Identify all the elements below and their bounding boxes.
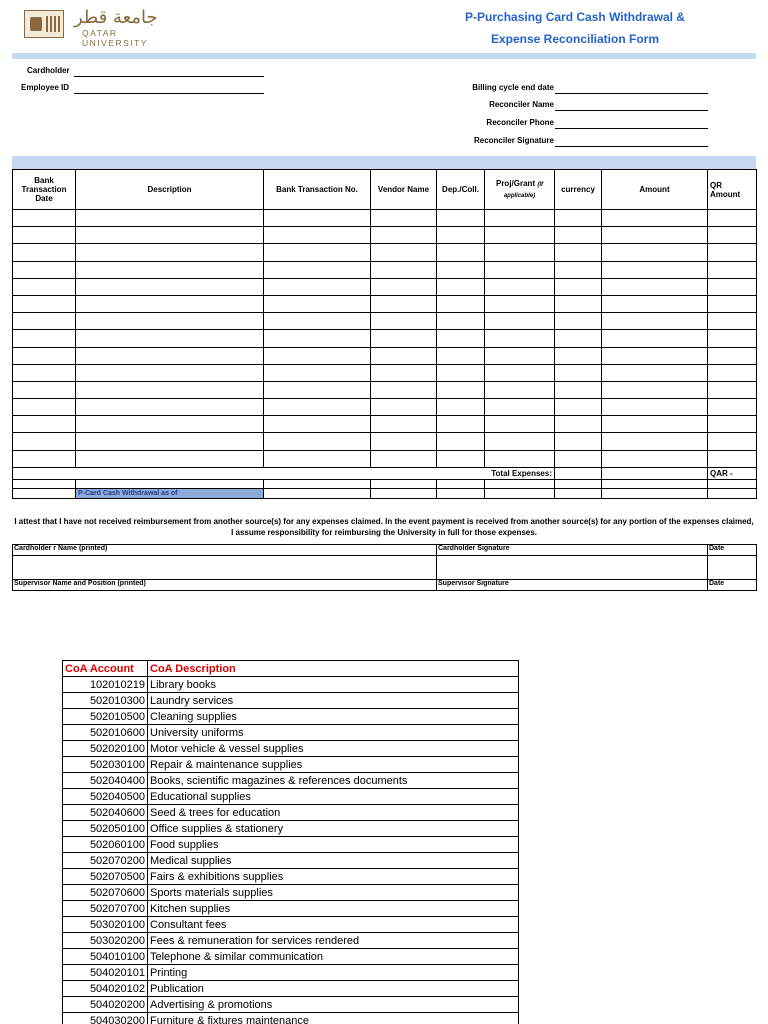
expense-cell[interactable] <box>13 364 76 381</box>
expense-cell[interactable] <box>371 295 437 312</box>
expense-cell[interactable] <box>264 364 371 381</box>
expense-cell[interactable] <box>555 227 602 244</box>
coa-row <box>63 933 519 949</box>
expense-cell[interactable] <box>264 450 371 467</box>
expense-cell[interactable] <box>437 330 485 347</box>
expense-cell[interactable] <box>264 244 371 261</box>
expense-row <box>13 330 757 347</box>
col-proj-grant <box>485 170 555 210</box>
expense-cell[interactable] <box>555 210 602 227</box>
expense-cell[interactable] <box>602 450 708 467</box>
expense-cell[interactable] <box>485 433 555 450</box>
coa-description-cell: Consultant fees <box>148 917 519 933</box>
expense-cell[interactable] <box>437 295 485 312</box>
expense-cell[interactable] <box>602 244 708 261</box>
expense-cell[interactable] <box>485 210 555 227</box>
coa-account-cell: 502040500 <box>63 789 148 805</box>
expense-cell[interactable] <box>485 364 555 381</box>
expense-cell[interactable] <box>76 364 264 381</box>
expense-cell[interactable] <box>555 347 602 364</box>
coa-row <box>63 885 519 901</box>
withdrawal-cell[interactable] <box>555 488 602 498</box>
coa-description-cell: Laundry services <box>148 693 519 709</box>
expense-cell[interactable] <box>708 399 757 416</box>
employee-id-label: Employee ID <box>21 83 70 92</box>
coa-account-cell: 502070200 <box>63 853 148 869</box>
expense-cell[interactable] <box>76 278 264 295</box>
cardholder-line[interactable] <box>74 76 264 77</box>
billing-cycle-line[interactable] <box>555 93 708 94</box>
coa-description-cell: Library books <box>148 677 519 693</box>
coa-account-cell: 504030200 <box>63 1013 148 1024</box>
signature-table <box>12 544 757 591</box>
coa-description-cell: Educational supplies <box>148 789 519 805</box>
coa-description-cell: Furniture & fixtures maintenance <box>148 1013 519 1024</box>
expense-cell[interactable] <box>555 381 602 398</box>
coa-row <box>63 981 519 997</box>
expense-cell[interactable] <box>76 330 264 347</box>
expense-cell[interactable] <box>602 295 708 312</box>
coa-row <box>63 837 519 853</box>
expense-cell[interactable] <box>371 364 437 381</box>
expense-cell[interactable] <box>602 399 708 416</box>
expense-cell[interactable] <box>76 261 264 278</box>
expense-cell[interactable] <box>555 364 602 381</box>
coa-account-cell: 502030100 <box>63 757 148 773</box>
total-expenses-row <box>13 467 757 479</box>
coa-description-cell: Seed & trees for education <box>148 805 519 821</box>
expense-cell[interactable] <box>708 261 757 278</box>
expense-cell[interactable] <box>485 313 555 330</box>
header-divider-band <box>12 53 756 59</box>
coa-description-cell: Medical supplies <box>148 853 519 869</box>
coa-row <box>63 1013 519 1024</box>
expense-cell[interactable] <box>708 347 757 364</box>
expense-cell[interactable] <box>555 244 602 261</box>
expense-cell[interactable] <box>76 416 264 433</box>
expense-cell[interactable] <box>264 278 371 295</box>
col-qr-amount: QR Amount <box>708 170 757 210</box>
expense-row <box>13 416 757 433</box>
expense-cell[interactable] <box>602 278 708 295</box>
expense-cell[interactable] <box>485 278 555 295</box>
expense-cell[interactable] <box>485 261 555 278</box>
expense-cell[interactable] <box>437 364 485 381</box>
spacer-row <box>13 479 757 488</box>
coa-account-cell: 502040400 <box>63 773 148 789</box>
expense-cell[interactable] <box>76 295 264 312</box>
cardholder-signature-header-row <box>13 545 757 556</box>
expense-cell[interactable] <box>76 347 264 364</box>
expense-cell[interactable] <box>602 330 708 347</box>
expense-cell[interactable] <box>13 347 76 364</box>
withdrawal-cell[interactable] <box>13 488 76 498</box>
expense-row <box>13 399 757 416</box>
coa-header-row <box>63 661 519 677</box>
reconciler-name-label: Reconciler Name <box>489 100 554 109</box>
expense-cell[interactable] <box>437 399 485 416</box>
expense-cell[interactable] <box>264 227 371 244</box>
coa-account-cell: 504020102 <box>63 981 148 997</box>
expense-cell[interactable] <box>13 450 76 467</box>
expense-row <box>13 261 757 278</box>
expense-cell[interactable] <box>264 399 371 416</box>
expense-cell[interactable] <box>13 210 76 227</box>
expense-cell[interactable] <box>371 381 437 398</box>
withdrawal-cell[interactable] <box>371 488 437 498</box>
coa-account-cell: 502070700 <box>63 901 148 917</box>
expense-cell[interactable] <box>708 450 757 467</box>
coa-account-cell: 504010100 <box>63 949 148 965</box>
cardholder-date-cell[interactable] <box>708 556 757 580</box>
expense-cell[interactable] <box>708 381 757 398</box>
expense-cell[interactable] <box>485 450 555 467</box>
cardholder-signature-label: Cardholder Signature <box>437 545 708 556</box>
expense-cell[interactable] <box>485 227 555 244</box>
employee-id-line[interactable] <box>74 93 264 94</box>
expense-cell[interactable] <box>555 261 602 278</box>
total-currency-cell[interactable] <box>555 467 602 479</box>
form-title-line2: Expense Reconciliation Form <box>490 32 660 46</box>
proj-grant-note: (If applicable) <box>503 181 544 199</box>
logo-english-text: QATAR UNIVERSITY <box>82 28 149 48</box>
expense-cell[interactable] <box>485 399 555 416</box>
cardholder-date-label: Date <box>708 545 757 556</box>
reconciler-name-line[interactable] <box>555 110 708 111</box>
expense-cell[interactable] <box>437 416 485 433</box>
expense-cell[interactable] <box>555 399 602 416</box>
expense-cell[interactable] <box>602 261 708 278</box>
supervisor-date-label: Date <box>708 580 757 591</box>
col-currency: currency <box>555 170 602 210</box>
coa-row <box>63 693 519 709</box>
expense-cell[interactable] <box>76 381 264 398</box>
expense-cell[interactable] <box>76 313 264 330</box>
expense-cell[interactable] <box>602 313 708 330</box>
expense-cell[interactable] <box>13 313 76 330</box>
expense-cell[interactable] <box>555 450 602 467</box>
coa-account-cell: 502020100 <box>63 741 148 757</box>
coa-row <box>63 869 519 885</box>
withdrawal-cell[interactable] <box>708 488 757 498</box>
expense-row <box>13 227 757 244</box>
coa-row <box>63 773 519 789</box>
expense-row <box>13 313 757 330</box>
reconciler-signature-field[interactable] <box>440 136 710 150</box>
expense-cell[interactable] <box>76 210 264 227</box>
coa-row <box>63 965 519 981</box>
expense-cell[interactable] <box>13 381 76 398</box>
expense-cell[interactable] <box>485 295 555 312</box>
expense-table-header <box>13 170 757 210</box>
expense-row <box>13 295 757 312</box>
supervisor-signature-header-row <box>13 580 757 591</box>
coa-description-cell: Repair & maintenance supplies <box>148 757 519 773</box>
coa-row <box>63 997 519 1013</box>
expense-cell[interactable] <box>264 261 371 278</box>
attestation-text: I attest that I have not received reimbursement from another source(s) for any expenses claimed. In the event payment is received from another source(s) for any portion of the expenses claimed, I assume responsibility for reimbursing the University in full for those expenses. <box>14 517 754 537</box>
expense-cell[interactable] <box>485 330 555 347</box>
billing-cycle-field[interactable] <box>440 83 710 97</box>
expense-cell[interactable] <box>371 416 437 433</box>
expense-cell[interactable] <box>371 313 437 330</box>
expense-cell[interactable] <box>264 416 371 433</box>
expense-cell[interactable] <box>371 210 437 227</box>
coa-account-cell: 502050100 <box>63 821 148 837</box>
cardholder-name-label: Cardholder r Name (printed) <box>13 545 437 556</box>
coa-account-cell: 503020200 <box>63 933 148 949</box>
coa-description-cell: Cleaning supplies <box>148 709 519 725</box>
expense-row <box>13 364 757 381</box>
reconciler-phone-label: Reconciler Phone <box>486 118 554 127</box>
expense-cell[interactable] <box>555 416 602 433</box>
expense-cell[interactable] <box>371 433 437 450</box>
cardholder-signature-row <box>13 556 757 580</box>
withdrawal-label: P-Card Cash Withdrawal as of <box>76 488 264 498</box>
expense-cell[interactable] <box>437 313 485 330</box>
coa-description-header: CoA Description <box>148 661 519 677</box>
col-dep-coll: Dep./Coll. <box>437 170 485 210</box>
expense-cell[interactable] <box>485 416 555 433</box>
expense-cell[interactable] <box>485 347 555 364</box>
expense-cell[interactable] <box>437 244 485 261</box>
total-qr-value: QAR - <box>708 467 757 479</box>
coa-account-cell: 502060100 <box>63 837 148 853</box>
expense-cell[interactable] <box>437 210 485 227</box>
coa-description-cell: University uniforms <box>148 725 519 741</box>
coa-description-cell: Telephone & similar communication <box>148 949 519 965</box>
expense-cell[interactable] <box>264 210 371 227</box>
total-expenses-label: Total Expenses: <box>13 467 555 479</box>
expense-cell[interactable] <box>437 278 485 295</box>
coa-table <box>62 660 519 1024</box>
cardholder-field[interactable] <box>12 66 266 80</box>
expense-cell[interactable] <box>602 347 708 364</box>
reconciler-phone-field[interactable] <box>440 118 710 132</box>
expense-cell[interactable] <box>555 433 602 450</box>
col-bank-transaction-no: Bank Transaction No. <box>264 170 371 210</box>
coa-row <box>63 789 519 805</box>
expense-cell[interactable] <box>76 450 264 467</box>
expense-cell[interactable] <box>602 364 708 381</box>
expense-cell[interactable] <box>437 433 485 450</box>
expense-cell[interactable] <box>13 244 76 261</box>
expense-cell[interactable] <box>76 399 264 416</box>
expense-cell[interactable] <box>602 210 708 227</box>
expense-cell[interactable] <box>602 381 708 398</box>
expense-cell[interactable] <box>555 278 602 295</box>
expense-cell[interactable] <box>708 416 757 433</box>
coa-description-cell: Food supplies <box>148 837 519 853</box>
proj-grant-label: Proj/Grant <box>495 178 536 188</box>
expense-row <box>13 210 757 227</box>
employee-id-field[interactable] <box>12 83 266 97</box>
reconciler-signature-label: Reconciler Signature <box>473 136 554 145</box>
withdrawal-cell[interactable] <box>485 488 555 498</box>
expense-cell[interactable] <box>264 330 371 347</box>
expense-cell[interactable] <box>13 278 76 295</box>
expense-cell[interactable] <box>485 244 555 261</box>
expense-cell[interactable] <box>437 227 485 244</box>
expense-cell[interactable] <box>13 330 76 347</box>
expense-cell[interactable] <box>371 261 437 278</box>
coa-row <box>63 853 519 869</box>
expense-row <box>13 433 757 450</box>
coa-row <box>63 901 519 917</box>
col-amount: Amount <box>602 170 708 210</box>
coa-account-cell: 503020100 <box>63 917 148 933</box>
expense-cell[interactable] <box>371 399 437 416</box>
coa-row <box>63 757 519 773</box>
expense-cell[interactable] <box>371 278 437 295</box>
withdrawal-cell[interactable] <box>602 488 708 498</box>
coa-row <box>63 821 519 837</box>
coa-description-cell: Motor vehicle & vessel supplies <box>148 741 519 757</box>
expense-cell[interactable] <box>555 330 602 347</box>
coa-row <box>63 949 519 965</box>
expense-cell[interactable] <box>371 330 437 347</box>
coa-description-cell: Printing <box>148 965 519 981</box>
form-title-line1: P-Purchasing Card Cash Withdrawal & <box>465 10 685 24</box>
coa-description-cell: Fees & remuneration for services rendered <box>148 933 519 949</box>
expense-cell[interactable] <box>708 330 757 347</box>
coa-row <box>63 709 519 725</box>
cardholder-name-cell[interactable] <box>13 556 437 580</box>
expense-cell[interactable] <box>708 433 757 450</box>
coa-account-cell: 502010500 <box>63 709 148 725</box>
coa-account-header: CoA Account <box>63 661 148 677</box>
total-amount-cell[interactable] <box>602 467 708 479</box>
coa-description-cell: Kitchen supplies <box>148 901 519 917</box>
coa-account-cell: 502070500 <box>63 869 148 885</box>
expense-cell[interactable] <box>13 227 76 244</box>
reconciler-name-field[interactable] <box>440 100 710 114</box>
expense-cell[interactable] <box>264 347 371 364</box>
expense-row <box>13 244 757 261</box>
expense-row <box>13 450 757 467</box>
supervisor-signature-label: Supervisor Signature <box>437 580 708 591</box>
expense-cell[interactable] <box>437 450 485 467</box>
coa-row <box>63 725 519 741</box>
qatar-university-logo <box>24 7 184 48</box>
expense-cell[interactable] <box>264 295 371 312</box>
expense-cell[interactable] <box>602 227 708 244</box>
expense-cell[interactable] <box>264 433 371 450</box>
expense-cell[interactable] <box>708 278 757 295</box>
billing-cycle-label: Billing cycle end date <box>472 83 554 92</box>
expense-row <box>13 347 757 364</box>
coa-account-cell: 502010600 <box>63 725 148 741</box>
expense-cell[interactable] <box>13 433 76 450</box>
expense-cell[interactable] <box>555 295 602 312</box>
reconciler-phone-line[interactable] <box>555 128 708 129</box>
expense-row <box>13 278 757 295</box>
coa-description-cell: Advertising & promotions <box>148 997 519 1013</box>
expense-cell[interactable] <box>76 227 264 244</box>
expense-cell[interactable] <box>13 261 76 278</box>
expense-cell[interactable] <box>708 364 757 381</box>
expense-table <box>12 169 757 499</box>
coa-account-cell: 504020200 <box>63 997 148 1013</box>
table-header-band <box>12 156 756 170</box>
expense-cell[interactable] <box>371 227 437 244</box>
reconciler-signature-line[interactable] <box>555 146 708 147</box>
expense-cell[interactable] <box>13 416 76 433</box>
coa-description-cell: Office supplies & stationery <box>148 821 519 837</box>
expense-cell[interactable] <box>264 381 371 398</box>
expense-cell[interactable] <box>602 416 708 433</box>
coa-account-cell: 502010300 <box>63 693 148 709</box>
expense-cell[interactable] <box>708 244 757 261</box>
coa-account-cell: 502070600 <box>63 885 148 901</box>
expense-cell[interactable] <box>437 261 485 278</box>
expense-row <box>13 381 757 398</box>
expense-cell[interactable] <box>264 313 371 330</box>
expense-cell[interactable] <box>708 313 757 330</box>
expense-cell[interactable] <box>555 313 602 330</box>
expense-cell[interactable] <box>602 433 708 450</box>
expense-cell[interactable] <box>708 295 757 312</box>
expense-cell[interactable] <box>13 399 76 416</box>
university-emblem-icon <box>24 10 64 38</box>
coa-row <box>63 677 519 693</box>
cardholder-label: Cardholder <box>27 66 70 75</box>
expense-cell[interactable] <box>708 210 757 227</box>
expense-cell[interactable] <box>371 347 437 364</box>
cash-withdrawal-row <box>13 488 757 498</box>
coa-account-cell: 502040600 <box>63 805 148 821</box>
expense-cell[interactable] <box>437 347 485 364</box>
coa-description-cell: Sports materials supplies <box>148 885 519 901</box>
expense-cell[interactable] <box>371 244 437 261</box>
expense-cell[interactable] <box>437 381 485 398</box>
coa-row <box>63 917 519 933</box>
coa-row <box>63 741 519 757</box>
coa-description-cell: Fairs & exhibitions supplies <box>148 869 519 885</box>
coa-description-cell: Publication <box>148 981 519 997</box>
expense-cell[interactable] <box>371 450 437 467</box>
expense-cell[interactable] <box>708 227 757 244</box>
col-bank-transaction-date: Bank Transaction Date <box>13 170 76 210</box>
expense-cell[interactable] <box>76 244 264 261</box>
logo-arabic-text: جامعة قطر <box>74 7 158 28</box>
col-vendor-name: Vendor Name <box>371 170 437 210</box>
withdrawal-cell[interactable] <box>437 488 485 498</box>
col-description: Description <box>76 170 264 210</box>
expense-cell[interactable] <box>485 381 555 398</box>
coa-account-cell: 504020101 <box>63 965 148 981</box>
expense-cell[interactable] <box>76 433 264 450</box>
withdrawal-cell[interactable] <box>264 488 371 498</box>
coa-account-cell: 102010219 <box>63 677 148 693</box>
coa-row <box>63 805 519 821</box>
expense-cell[interactable] <box>13 295 76 312</box>
cardholder-signature-cell[interactable] <box>437 556 708 580</box>
supervisor-name-label: Supervisor Name and Position (printed) <box>13 580 437 591</box>
coa-description-cell: Books, scientific magazines & references documents <box>148 773 519 789</box>
